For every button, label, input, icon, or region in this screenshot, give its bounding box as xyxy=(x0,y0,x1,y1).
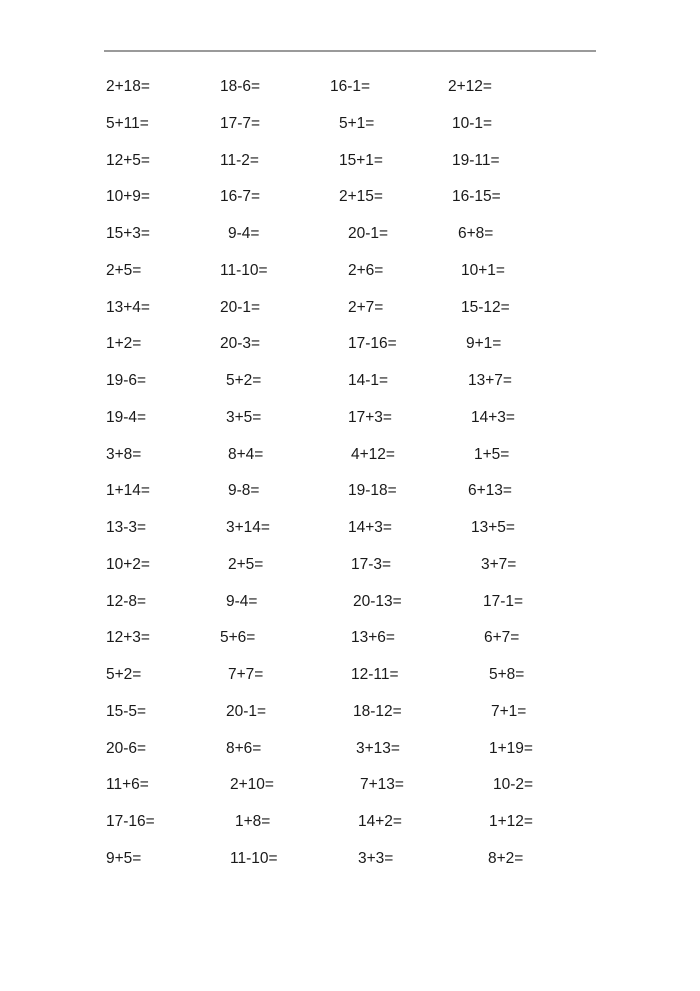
problem-row xyxy=(0,811,700,848)
math-problem: 2+5= xyxy=(106,261,142,279)
problem-row xyxy=(0,297,700,334)
math-problem: 16-15= xyxy=(452,188,501,206)
math-problem: 10-2= xyxy=(493,776,534,794)
math-problem: 13+6= xyxy=(351,629,395,647)
problem-row xyxy=(0,444,700,481)
math-problem: 6+13= xyxy=(468,482,512,500)
math-problem: 5+2= xyxy=(106,666,142,683)
math-problem: 14+2= xyxy=(358,813,402,830)
math-problem: 1+19= xyxy=(489,739,533,757)
math-problem: 20-1= xyxy=(220,298,261,316)
problem-row xyxy=(0,333,700,370)
math-problem: 17-7= xyxy=(220,114,261,132)
math-problem: 13+4= xyxy=(106,298,150,316)
math-problem: 20-1= xyxy=(348,225,389,242)
math-problem: 14+3= xyxy=(348,519,392,536)
math-problem: 11-2= xyxy=(220,151,259,169)
math-problem: 11-10= xyxy=(230,849,278,867)
math-problem: 15-5= xyxy=(106,702,147,720)
math-problem: 2+10= xyxy=(230,776,274,794)
math-problem: 12-8= xyxy=(106,592,147,610)
problem-row xyxy=(0,480,700,517)
math-problem: 17-16= xyxy=(348,335,397,353)
math-problem: 20-13= xyxy=(353,592,402,610)
math-problem: 7+13= xyxy=(360,776,404,794)
math-problem: 1+12= xyxy=(489,813,533,830)
math-problem: 4+12= xyxy=(351,445,395,463)
problem-row xyxy=(0,186,700,223)
problem-row xyxy=(0,664,700,701)
math-problem: 2+18= xyxy=(106,78,150,95)
problem-row xyxy=(0,738,700,775)
math-problem: 14-1= xyxy=(348,372,389,389)
problem-row xyxy=(0,260,700,297)
math-problem: 9+5= xyxy=(106,849,142,867)
problem-row xyxy=(0,848,700,885)
math-problem: 13+5= xyxy=(471,519,515,536)
math-problem: 19-18= xyxy=(348,482,397,500)
math-problem: 6+8= xyxy=(458,225,494,242)
math-problem: 8+2= xyxy=(488,849,524,867)
math-problem: 5+6= xyxy=(220,629,256,647)
math-problem: 3+14= xyxy=(226,519,270,536)
math-problem: 14+3= xyxy=(471,408,515,426)
math-problem: 10+1= xyxy=(461,261,505,279)
math-problem: 5+8= xyxy=(489,666,525,683)
math-problem: 15+3= xyxy=(106,225,150,242)
math-problem: 2+6= xyxy=(348,261,384,279)
header-rule xyxy=(104,50,596,52)
math-problem: 20-1= xyxy=(226,702,267,720)
math-problem: 13-3= xyxy=(106,519,147,536)
math-problem: 11-10= xyxy=(220,261,268,279)
math-problem: 2+15= xyxy=(339,188,383,206)
problem-row xyxy=(0,701,700,738)
math-problem: 18-12= xyxy=(353,702,402,720)
problem-row xyxy=(0,113,700,150)
problem-row xyxy=(0,554,700,591)
math-problem: 8+4= xyxy=(228,445,264,463)
math-problem: 19-4= xyxy=(106,408,147,426)
math-problem: 16-1= xyxy=(330,78,371,95)
math-problem: 9-4= xyxy=(226,592,258,610)
math-problem: 3+7= xyxy=(481,555,517,573)
problem-row xyxy=(0,223,700,260)
math-problem: 16-7= xyxy=(220,188,261,206)
math-problem: 17+3= xyxy=(348,408,392,426)
math-problem: 9-8= xyxy=(228,482,260,500)
math-problem: 19-6= xyxy=(106,372,147,389)
math-problem: 2+7= xyxy=(348,298,384,316)
math-problem: 7+1= xyxy=(491,702,527,720)
math-problem: 1+8= xyxy=(235,813,271,830)
math-problem: 5+2= xyxy=(226,372,262,389)
problem-row xyxy=(0,370,700,407)
math-problem: 3+5= xyxy=(226,408,262,426)
math-problem: 3+13= xyxy=(356,739,400,757)
math-problem: 15-12= xyxy=(461,298,510,316)
math-problem: 11+6= xyxy=(106,776,149,794)
math-problem: 20-3= xyxy=(220,335,261,353)
math-problem: 17-3= xyxy=(351,555,392,573)
math-problem: 12-11= xyxy=(351,666,399,683)
math-problem: 13+7= xyxy=(468,372,512,389)
math-problem: 2+12= xyxy=(448,78,492,95)
math-problem: 17-1= xyxy=(483,592,524,610)
math-problem: 20-6= xyxy=(106,739,147,757)
math-problem: 17-16= xyxy=(106,813,155,830)
math-problem: 12+5= xyxy=(106,151,150,169)
math-problem: 7+7= xyxy=(228,666,264,683)
math-problem: 10+2= xyxy=(106,555,150,573)
problem-row xyxy=(0,591,700,628)
math-problem: 3+8= xyxy=(106,445,142,463)
problem-row xyxy=(0,774,700,811)
math-problem: 1+2= xyxy=(106,335,142,353)
math-problem: 12+3= xyxy=(106,629,150,647)
problem-row xyxy=(0,76,700,113)
problem-row xyxy=(0,627,700,664)
math-problem: 1+14= xyxy=(106,482,150,500)
math-problem: 10-1= xyxy=(452,114,493,132)
math-problem: 9+1= xyxy=(466,335,502,353)
math-problem: 8+6= xyxy=(226,739,262,757)
math-problem: 5+11= xyxy=(106,114,149,132)
problem-row xyxy=(0,150,700,187)
math-problem: 18-6= xyxy=(220,78,261,95)
problem-row xyxy=(0,517,700,554)
math-problem: 3+3= xyxy=(358,849,394,867)
math-problem: 6+7= xyxy=(484,629,520,647)
math-problem: 19-11= xyxy=(452,151,500,169)
math-problem: 5+1= xyxy=(339,114,375,132)
math-problem: 10+9= xyxy=(106,188,150,206)
problem-row xyxy=(0,407,700,444)
math-problem: 15+1= xyxy=(339,151,383,169)
math-problem: 1+5= xyxy=(474,445,510,463)
math-problem: 9-4= xyxy=(228,225,260,242)
math-problem: 2+5= xyxy=(228,555,264,573)
arithmetic-problem-grid xyxy=(0,76,700,885)
